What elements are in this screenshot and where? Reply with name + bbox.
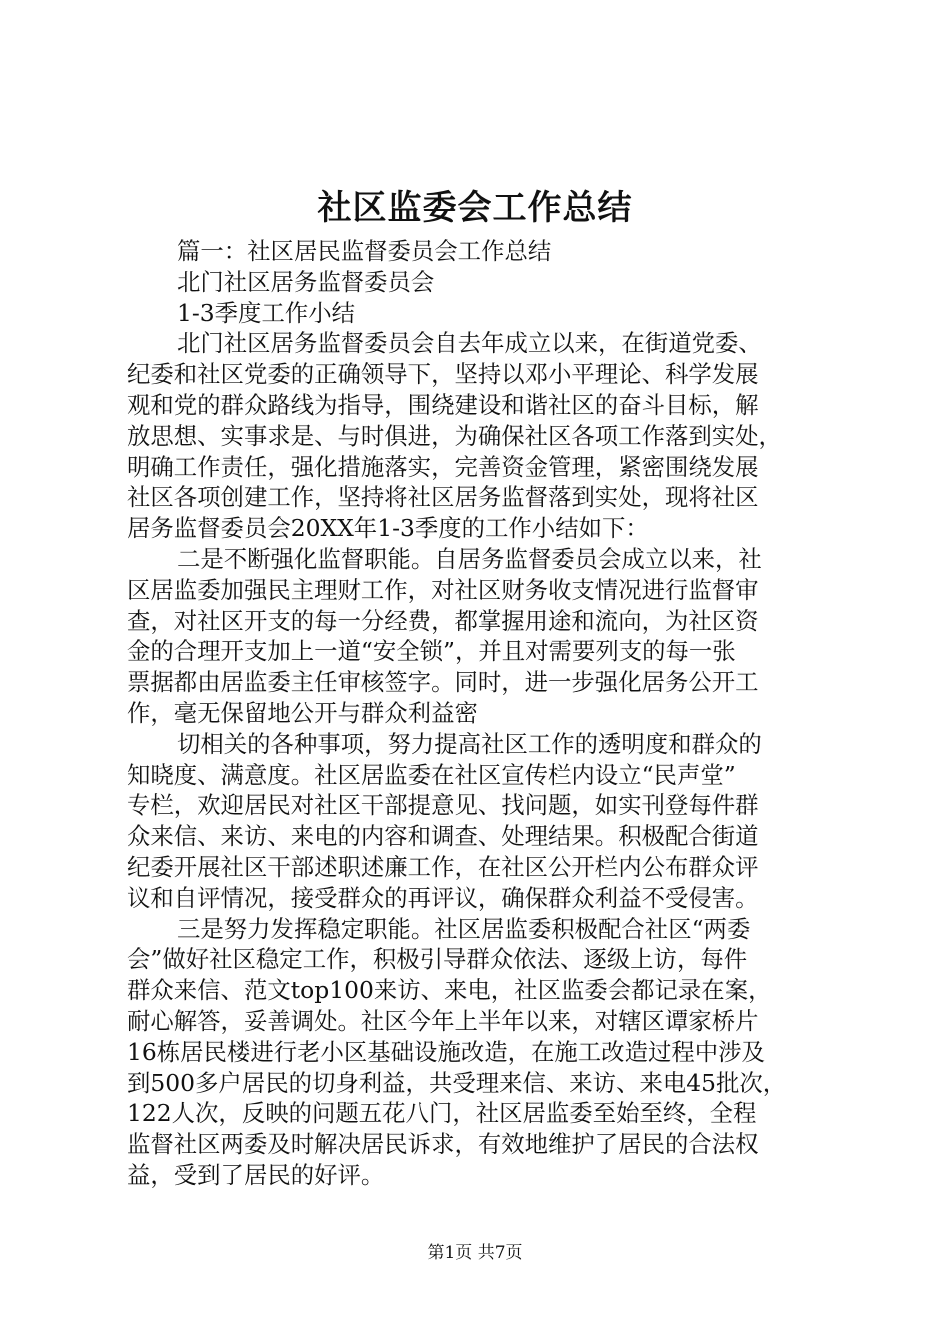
text-line: 众来信、来访、来电的内容和调查、处理结果。积极配合街道 — [127, 822, 759, 851]
text-line: 知晓度、满意度。社区居监委在社区宣传栏内设立“民声堂” — [127, 760, 736, 789]
text-line: 二是不断强化监督职能。自居务监督委员会成立以来，社 — [177, 544, 762, 573]
text-line: 观和党的群众路线为指导，围绕建设和谐社区的奋斗目标，解 — [127, 390, 759, 419]
text-line: 群众来信、范文top100来访、来电，社区监委会都记录在案， — [127, 976, 772, 1005]
text-line: 社区各项创建工作，坚持将社区居务监督落到实处，现将社区 — [127, 483, 759, 512]
text-line: 票据都由居监委主任审核签字。同时，进一步强化居务公开工 — [127, 668, 759, 697]
text-line: 三是努力发挥稳定职能。社区居监委积极配合社区“两委 — [177, 914, 751, 943]
text-line: 益，受到了居民的好评。 — [127, 1160, 385, 1189]
text-line: 议和自评情况，接受群众的再评议，确保群众利益不受侵害。 — [127, 883, 759, 912]
document-title: 社区监委会工作总结 — [317, 188, 633, 228]
text-line: 纪委和社区党委的正确领导下，坚持以邓小平理论、科学发展 — [127, 360, 759, 389]
text-line: 作，毫无保留地公开与群众利益密 — [127, 698, 478, 727]
text-line: 纪委开展社区干部述职述廉工作，在社区公开栏内公布群众评 — [127, 852, 759, 881]
text-line: 监督社区两委及时解决居民诉求，有效地维护了居民的合法权 — [127, 1130, 759, 1159]
text-line: 北门社区居务监督委员会 — [177, 267, 435, 296]
document-body — [127, 236, 829, 1191]
text-line: 专栏，欢迎居民对社区干部提意见、找问题，如实刊登每件群 — [127, 791, 759, 820]
text-line: 居务监督委员会20XX年1-3季度的工作小结如下： — [127, 514, 649, 543]
text-line: 会”做好社区稳定工作，积极引导群众依法、逐级上访，每件 — [127, 945, 748, 974]
text-line: 耐心解答，妥善调处。社区今年上半年以来，对辖区谭家桥片 — [127, 1006, 759, 1035]
text-line: 篇一：社区居民监督委员会工作总结 — [177, 237, 552, 265]
text-line: 北门社区居务监督委员会自去年成立以来，在街道党委、 — [177, 329, 762, 358]
text-line: 查，对社区开支的每一分经费，都掌握用途和流向，为社区资 — [127, 606, 759, 635]
text-line: 明确工作责任，强化措施落实，完善资金管理，紧密围绕发展 — [127, 452, 759, 481]
text-line: 122人次，反映的问题五花八门，社区居监委至始至终，全程 — [127, 1099, 757, 1128]
text-line: 放思想、实事求是、与时俱进，为确保社区各项工作落到实处， — [127, 421, 782, 450]
page-number-footer: 第1页 共7页 — [427, 1243, 523, 1263]
text-line: 1-3季度工作小结 — [177, 298, 356, 327]
text-line: 切相关的各种事项，努力提高社区工作的透明度和群众的 — [177, 729, 762, 758]
text-line: 区居监委加强民主理财工作，对社区财务收支情况进行监督审 — [127, 575, 759, 604]
text-line: 16栋居民楼进行老小区基础设施改造，在施工改造过程中涉及 — [127, 1037, 765, 1066]
text-line: 到500多户居民的切身利益，共受理来信、来访、来电45批次， — [127, 1068, 787, 1097]
text-line: 金的合理开支加上一道“安全锁”，并且对需要列支的每一张 — [127, 637, 736, 666]
